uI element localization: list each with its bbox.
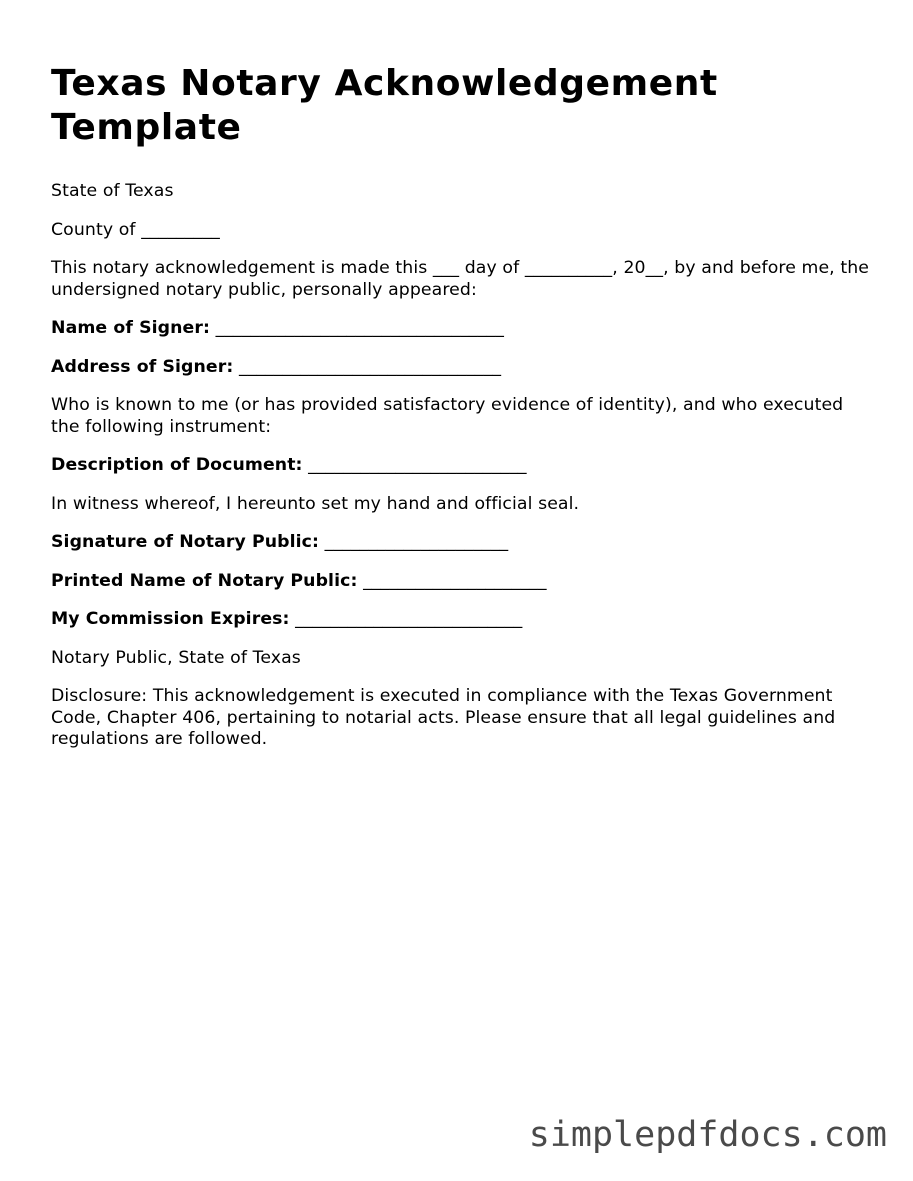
description-of-document-blank: _________________________	[308, 455, 527, 475]
witness-paragraph: In witness whereof, I hereunto set my hand and official seal.	[51, 493, 580, 514]
commission-expires-blank: __________________________	[295, 609, 523, 629]
address-of-signer-blank: ______________________________	[238, 356, 502, 377]
printed-name-of-notary-label: Printed Name of Notary Public:	[51, 570, 358, 591]
document-title: Texas Notary Acknowledgement Template	[51, 63, 718, 148]
intro-paragraph: This notary acknowledgement is made this ___ day of __________, 20__, by and before me, the undersigned notary public, personally appeared:	[51, 258, 870, 300]
address-of-signer-label: Address of Signer:	[51, 356, 234, 377]
notary-state-line: Notary Public, State of Texas	[51, 647, 301, 668]
printed-name-of-notary-blank: _____________________	[363, 570, 547, 591]
signature-of-notary-label: Signature of Notary Public:	[51, 532, 320, 552]
printed-name-of-notary-field	[51, 571, 871, 593]
commission-expires-label: My Commission Expires:	[51, 609, 290, 629]
signature-of-notary-blank: _____________________	[324, 532, 509, 552]
name-of-signer-blank: _________________________________	[215, 318, 505, 338]
name-of-signer-field	[51, 318, 871, 340]
address-of-signer-field	[51, 357, 871, 379]
commission-expires-field	[51, 609, 871, 631]
disclosure-paragraph: Disclosure: This acknowledgement is executed in compliance with the Texas Government Code, Chapter 406, pertaining to notarial acts. Please ensure that all legal guidelines and regulations are followed.	[51, 686, 836, 749]
document-page	[51, 62, 871, 768]
site-watermark: simplepdfdocs.com	[528, 1115, 887, 1155]
name-of-signer-label: Name of Signer:	[51, 318, 210, 338]
identity-paragraph: Who is known to me (or has provided satisfactory evidence of identity), and who executed the following instrument:	[51, 395, 844, 437]
description-of-document-field	[51, 455, 871, 477]
description-of-document-label: Description of Document:	[51, 455, 303, 475]
signature-of-notary-field	[51, 532, 871, 554]
county-line: County of _________	[51, 219, 220, 240]
state-line: State of Texas	[51, 181, 174, 201]
